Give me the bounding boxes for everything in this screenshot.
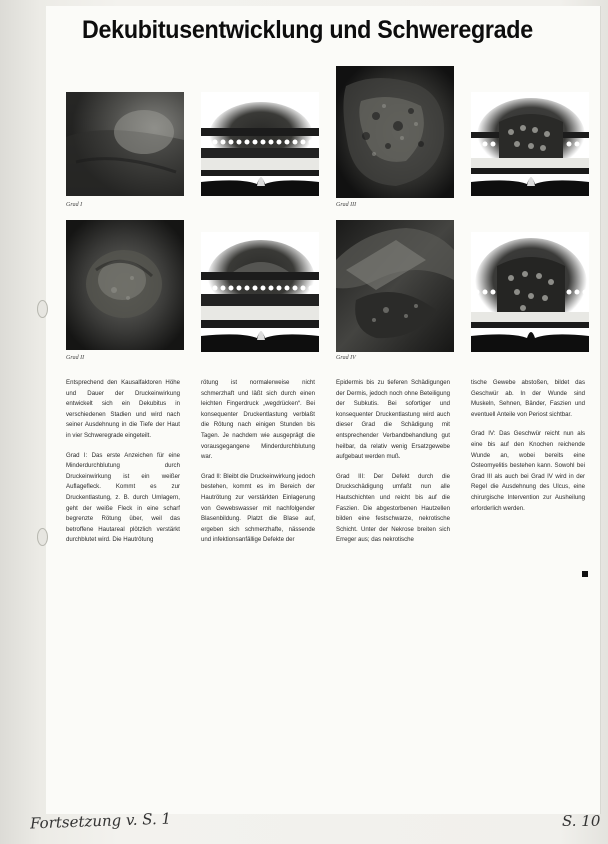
caption-grade4: Grad IV [336, 355, 356, 361]
article-end-mark [582, 571, 588, 577]
paragraph: Grad II: Bleibt die Druckeinwirkung jedoch bestehen, kommt es im Bereich der Hautrötung zur verstärkten Einlagerung von Gewebswasser mit nachfolgender Blasenbildung. Platzt die Blase auf, ergeben sich schmerzhafte, nässende und infektionsanfällige Defekte der [201, 472, 315, 544]
paragraph: Epidermis bis zu tieferen Schädigungen der Dermis, jedoch noch ohne Beteiligung der Subkutis. Bei sofortiger und konsequenter Druckentlastung wird auch dieser Grad die Schädigung mit entsprechender Verbandbehandlung gut heilbar, da relativ wenig Ersatzgewebe aufgebaut werden muß. [336, 379, 450, 461]
grade2-skin-photo [66, 220, 184, 350]
paragraph: tische Gewebe abstoßen, bildet das Geschwür ab. In der Wunde sind Muskeln, Sehnen, Bänder, Faszien und eventuell Anteile von Periost sichtbar. [471, 379, 585, 418]
grade3-wound-photo [336, 66, 454, 198]
grade4-tissue-diagram [471, 232, 589, 352]
grade1-tissue-diagram [201, 92, 319, 196]
page-title: Dekubitusentwicklung und Schweregrade [82, 16, 533, 44]
paragraph: Grad I: Das erste Anzeichen für eine Minderdurchblutung durch Druckeinwirkung ist ein weißer Auflagefleck. Kommt es zur Druckentlastung, z. B. durch Umlagern, geht der weiße Fleck in eine scharf begrenzte Rötung über, weil das betroffene Hautareal plötzlich verstärkt durchblutet wird. Die Hautrötung [66, 451, 180, 544]
paragraph: Entsprechend den Kausalfaktoren Höhe und Dauer der Druckeinwirkung entwickelt sich ein Dekubitus in verschiedenen Stadien und wird nach seiner Ausdehnung in die Tiefe der Haut in vier Schweregrade eingeteilt. [66, 379, 180, 439]
grade2-tissue-diagram [201, 232, 319, 352]
grade4-wound-photo [336, 220, 454, 352]
caption-grade2: Grad II [66, 355, 85, 361]
grade3-tissue-diagram [471, 92, 589, 196]
text-column-4 [471, 378, 585, 523]
text-column-3 [336, 378, 450, 555]
text-column-1 [66, 378, 180, 555]
handwritten-page-number: S. 10 [562, 812, 601, 830]
paragraph: rötung ist normalerweise nicht schmerzhaft und läßt sich durch einen leichten Fingerdruck „wegdrücken“. Bei konsequenter Druckentlastung verblaßt die Rötung nach einigen Stunden bis Tagen. Je nachdem wie ausgeprägt die vorausgegangene Minderdurchblutung war. [201, 379, 315, 461]
punch-hole-top [37, 300, 48, 318]
caption-grade1: Grad I [66, 202, 83, 208]
paragraph: Grad IV: Das Geschwür reicht nun als eine bis auf den Knochen reichende Wunde an, wobei bereits eine Osteomyelitis bestehen kann. Sowohl bei Grad III als auch bei Grad IV wird in der Regel die Ausdehnung des Ulcus, eine chirurgische Intervention zur Ausheilung erforderlich werden. [471, 430, 585, 512]
paragraph: Grad III: Der Defekt durch die Druckschädigung umfaßt nun alle Hautschichten und reicht bis auf die Faszien. Die abgestorbenen Hautzellen bilden eine festschwarze, nekrotische Schicht. Unter der Nekrose breiten sich Erreger aus; das nekrotische [336, 472, 450, 544]
caption-grade3: Grad III [336, 202, 357, 208]
grade1-skin-photo [66, 92, 184, 196]
handwritten-note-left: Fortsetzung v. S. 1 [29, 809, 172, 833]
punch-hole-bottom [37, 528, 48, 546]
text-column-2 [201, 378, 315, 555]
